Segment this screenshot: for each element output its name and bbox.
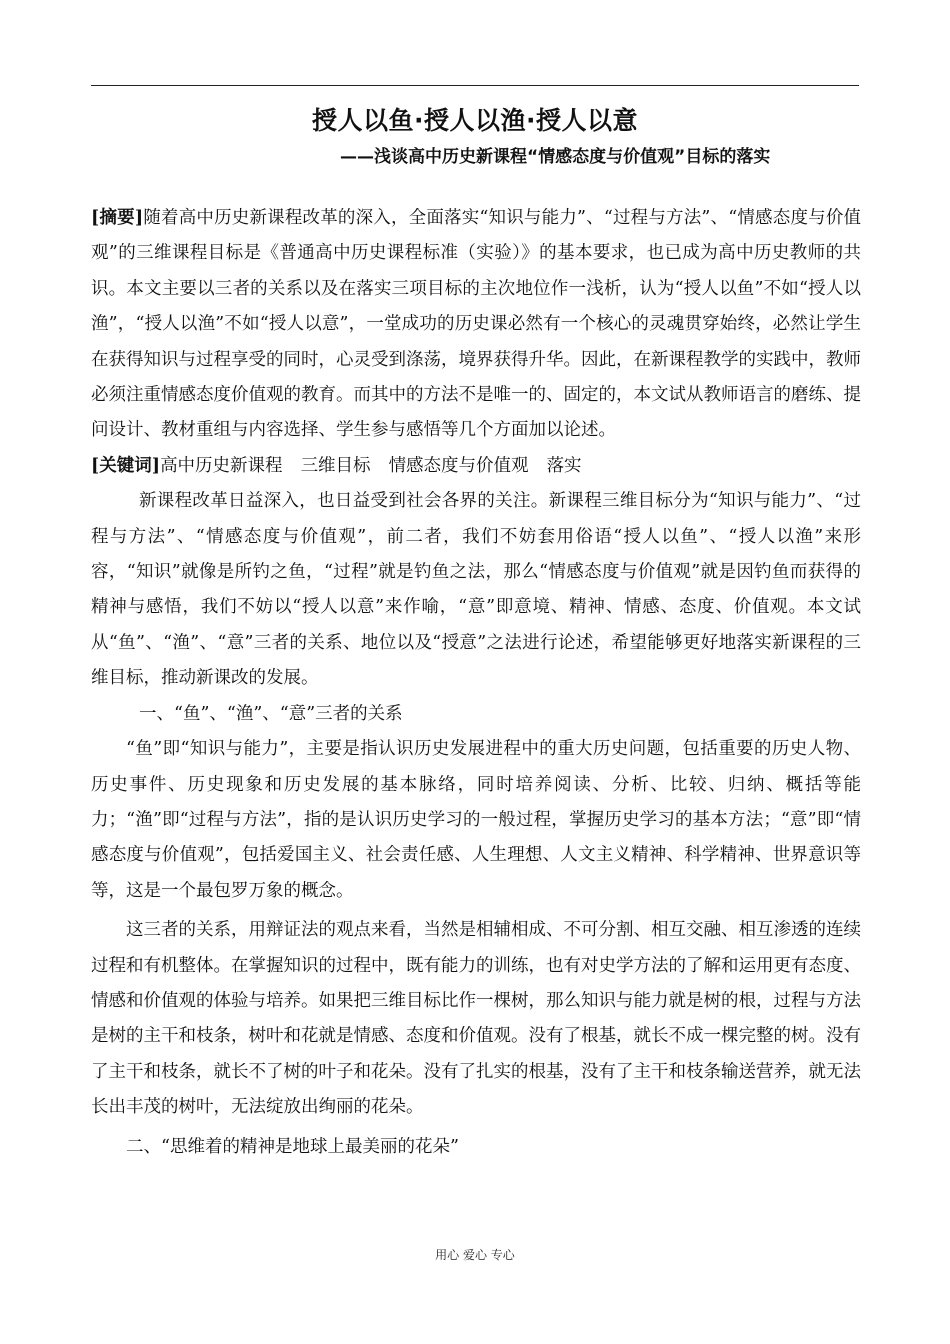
keywords-line (91, 449, 861, 484)
article-body (91, 201, 861, 1165)
abstract-paragraph (91, 201, 861, 449)
page-subtitle: ——浅谈高中历史新课程“情感态度与价值观”目标的落实 (340, 147, 771, 167)
section-heading-2: 二、“思维着的精神是地球上最美丽的花朵” (126, 1136, 459, 1157)
section1-paragraph-1: “鱼”即“知识与能力”，主要是指认识历史发展进程中的重大历史问题，包括重要的历史人物、历史事件、历史现象和历史发展的基本脉络，同时培养阅读、分析、比较、归纳、概括等能力；“渔”即“过程与方法”，指的是认识历史学习的一般过程，掌握历史学习的基本方法；“意”即“情感态度与价值观”，包括爱国主义、社会责任感、人生理想、人文主义精神、科学精神、世界意识等等，这是一个最包罗万象的概念。 (91, 739, 861, 901)
keyword-item: 高中历史新课程 (160, 455, 283, 476)
header-rule (91, 85, 859, 86)
keywords-label: [关键词] (91, 455, 161, 476)
abstract-text: 随着高中历史新课程改革的深入，全面落实“知识与能力”、“过程与方法”、“情感态度与价值观”的三维课程目标是《普通高中历史课程标准（实验）》的基本要求，也已成为高中历史教师的共识。本文主要以三者的关系以及在落实三项目标的主次地位作一浅析，认为“授人以鱼”不如“授人以渔”，“授人以渔”不如“授人以意”，一堂成功的历史课必然有一个核心的灵魂贯穿始终，必然让学生在获得知识与过程享受的同时，心灵受到涤荡，境界获得升华。因此，在新课程教学的实践中，教师必须注重情感态度价值观的教育。而其中的方法不是唯一的、固定的，本文试从教师语言的磨练、提问设计、教材重组与内容选择、学生参与感悟等几个方面加以论述。 (91, 208, 862, 441)
keyword-item: 情感态度与价值观 (388, 455, 529, 476)
section-heading-1: 一、“鱼”、“渔”、“意”三者的关系 (139, 703, 403, 724)
section1-paragraph-2: 这三者的关系，用辩证法的观点来看，当然是相辅相成、不可分割、相互交融、相互渗透的连续过程和有机整体。在掌握知识的过程中，既有能力的训练，也有对史学方法的了解和运用更有态度、情感和价值观的体验与培养。如果把三维目标比作一棵树，那么知识与能力就是树的根，过程与方法是树的主干和枝条，树叶和花就是情感、态度和价值观。没有了根基，就长不成一棵完整的树。没有了主干和枝条，就长不了树的叶子和花朵。没有了扎实的根基，没有了主干和枝条输送营养，就无法长出丰茂的树叶，无法绽放出绚丽的花朵。 (91, 920, 861, 1118)
keyword-item: 落实 (546, 455, 582, 476)
intro-paragraph: 新课程改革日益深入，也日益受到社会各界的关注。新课程三维目标分为“知识与能力”、“过程与方法”、“情感态度与价值观”，前二者，我们不妨套用俗语“授人以鱼”、“授人以渔”来形容，“知识”就像是所钓之鱼，“过程”就是钓鱼之法，那么“情感态度与价值观”就是因钓鱼而获得的精神与感悟，我们不妨以“授人以意”来作喻，“意”即意境、精神、情感、态度、价值观。本文试从“鱼”、“渔”、“意”三者的关系、地位以及“授意”之法进行论述，希望能够更好地落实新课程的三维目标，推动新课改的发展。 (91, 491, 861, 689)
page-footer: 用心 爱心 专心 (435, 1248, 515, 1262)
keyword-item: 三维目标 (300, 455, 371, 476)
page-title: 授人以鱼·授人以渔·授人以意 (312, 106, 638, 135)
abstract-label: [摘要] (91, 208, 144, 228)
